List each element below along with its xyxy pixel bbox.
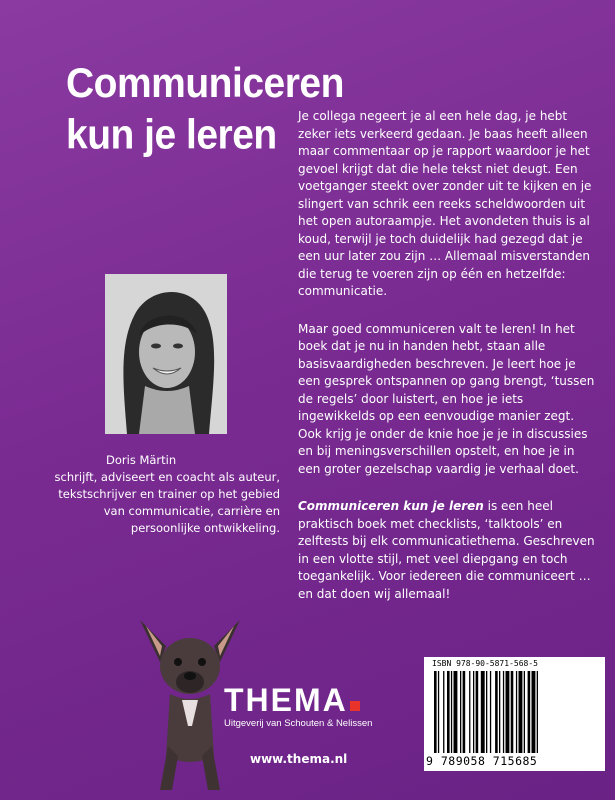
author-portrait-image	[105, 274, 227, 434]
author-photo	[105, 274, 227, 434]
blurb-paragraph-3-rest: is een heel praktisch boek met checklists, ‘talktools’ en zelftests bij elk communicatiethema. Geschreven in een vlotte stijl, met veel diepgang en toch toegankelijk. Voor iedereen die communiceert … en dat doen wij allemaal!	[298, 499, 595, 601]
blurb-paragraph-3	[298, 498, 598, 603]
isbn-barcode	[424, 657, 605, 771]
title-line-2: kun je leren	[66, 112, 277, 159]
title-line-1: Communiceren	[66, 60, 344, 107]
blurb-paragraph-1: Je collega negeert je al een hele dag, je hebt zeker iets verkeerd gedaan. Je baas heeft alleen maar commentaar op je rapport waardoor je het gevoel krijgt dat die hele tekst niet deugt. Een voetganger steekt over zonder uit te kijken en je slingert van schrik een reeks scheldwoorden uit het open autoraampje. Het avondeten thuis is al koud, terwijl je toch duidelijk had gezegd dat je een uur later zou zijn … Allemaal misverstanden die terug te voeren zijn op één en hetzelfde: communicatie.	[298, 109, 592, 298]
author-description: schrijft, adviseert en coacht als auteur, tekstschrijver en trainer op het gebied van communicatie, carrière en persoonlijke ontwikkeling.	[54, 470, 280, 535]
author-bio	[34, 452, 280, 537]
barcode-bars-icon	[432, 671, 596, 753]
blurb-book-title: Communiceren kun je leren	[298, 499, 484, 513]
author-name: Doris Märtin	[106, 453, 177, 467]
logo-red-square-icon	[350, 701, 360, 711]
blurb-text	[298, 108, 598, 623]
publisher-name: Uitgeverij van Schouten & Nelissen	[224, 718, 373, 729]
blurb-paragraph-2: Maar goed communiceren valt te leren! In het boek dat je nu in handen hebt, staan alle basisvaardigheden beschreven. Je leert hoe je een gesprek ontspannen op gang brengt, ‘tussen de regels’ door luistert, en hoe je iets ingewikkelds op een eenvoudige manier zegt. Ook krijg je onder de knie hoe je je in discussies en bij meningsverschillen opstelt, en hoe je in een groter gezelschap vaardig je verhaal doet.	[298, 321, 595, 476]
publisher-logo-text: THEMA	[224, 682, 348, 718]
ean-number: 9 789058 715685	[426, 754, 538, 768]
publisher-website: www.thema.nl	[250, 752, 348, 766]
publisher-logo	[224, 683, 360, 717]
isbn-number: ISBN 978-90-5871-568-5	[432, 659, 538, 668]
